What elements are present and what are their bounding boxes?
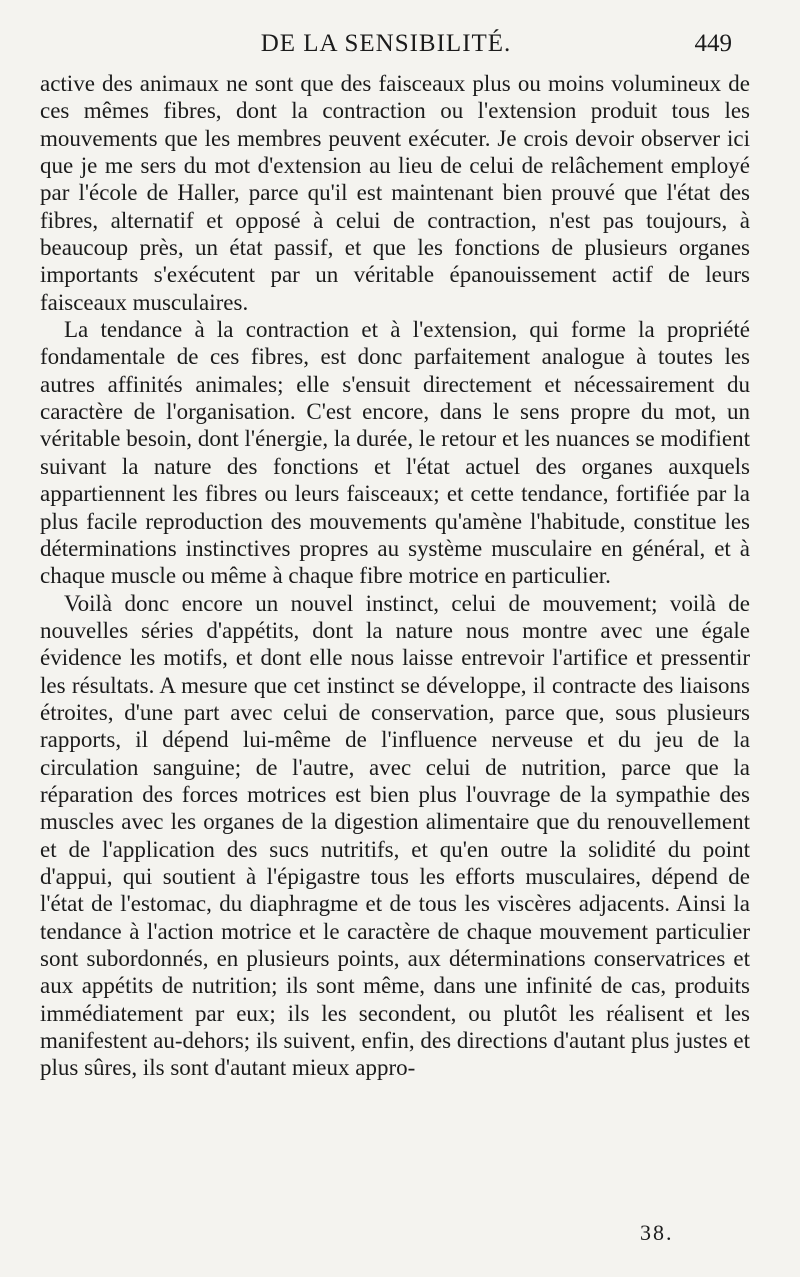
page-body [40, 70, 750, 1082]
paragraph: La tendance à la contraction et à l'extension, qui forme la propriété fondamentale de ces fibres, est donc parfaitement analogue à toutes les autres affinités animales; elle s'ensuit directement et nécessairement du caractère de l'organisation. C'est encore, dans le sens propre du mot, un véritable besoin, dont l'énergie, la durée, le retour et les nuances se modifient suivant la nature des fonctions et l'état actuel des organes auxquels appartiennent les fibres ou leurs faisceaux; et cette tendance, fortifiée par la plus facile reproduction des mouvements qu'amène l'habitude, constitue les déterminations instinctives propres au système musculaire en général, et à chaque muscle ou même à chaque fibre motrice en particulier. [40, 317, 750, 589]
page-number: 449 [694, 30, 732, 57]
signature-mark: 38. [640, 1220, 674, 1245]
page-header [40, 30, 732, 64]
paragraph: active des animaux ne sont que des faisceaux plus ou moins volumineux de ces mêmes fibres, dont la contraction ou l'extension produit tous les mouvements que les membres peuvent exécuter. Je crois devoir observer ici que je me sers du mot d'extension au lieu de celui de relâchement employé par l'école de Haller, parce qu'il est maintenant bien prouvé que l'état des fibres, alternatif et opposé à celui de contraction, n'est pas toujours, à beaucoup près, un état passif, et que les fonctions de plusieurs organes importants s'exécutent par un véritable épanouissement actif de leurs faisceaux musculaires. [40, 71, 750, 315]
running-title: DE LA SENSIBILITÉ. [260, 30, 512, 57]
paragraph: Voilà donc encore un nouvel instinct, celui de mouvement; voilà de nouvelles séries d'appétits, dont la nature nous montre avec une égale évidence les motifs, et dont elle nous laisse entrevoir l'artifice et pressentir les résultats. A mesure que cet instinct se développe, il contracte des liaisons étroites, d'une part avec celui de conservation, parce que, sous plusieurs rapports, il dépend lui-même de l'influence nerveuse et du jeu de la circulation sanguine; de l'autre, avec celui de nutrition, parce que la réparation des forces motrices est bien plus l'ouvrage de la sympathie des muscles avec les organes de la digestion alimentaire que du renouvellement et de l'application des sucs nutritifs, et qu'en outre la solidité du point d'appui, qui soutient à l'épigastre tous les efforts musculaires, dépend de l'état de l'estomac, du diaphragme et de tous les viscères adjacents. Ainsi la tendance à l'action motrice et le caractère de chaque mouvement particulier sont subordonnés, en plusieurs points, aux déterminations conservatrices et aux appétits de nutrition; ils sont même, dans une infinité de cas, produits immédiatement par eux; ils les secondent, ou plutôt les réalisent et les manifestent au-dehors; ils suivent, enfin, des directions d'autant plus justes et plus sûres, ils sont d'autant mieux appro- [40, 590, 750, 1081]
